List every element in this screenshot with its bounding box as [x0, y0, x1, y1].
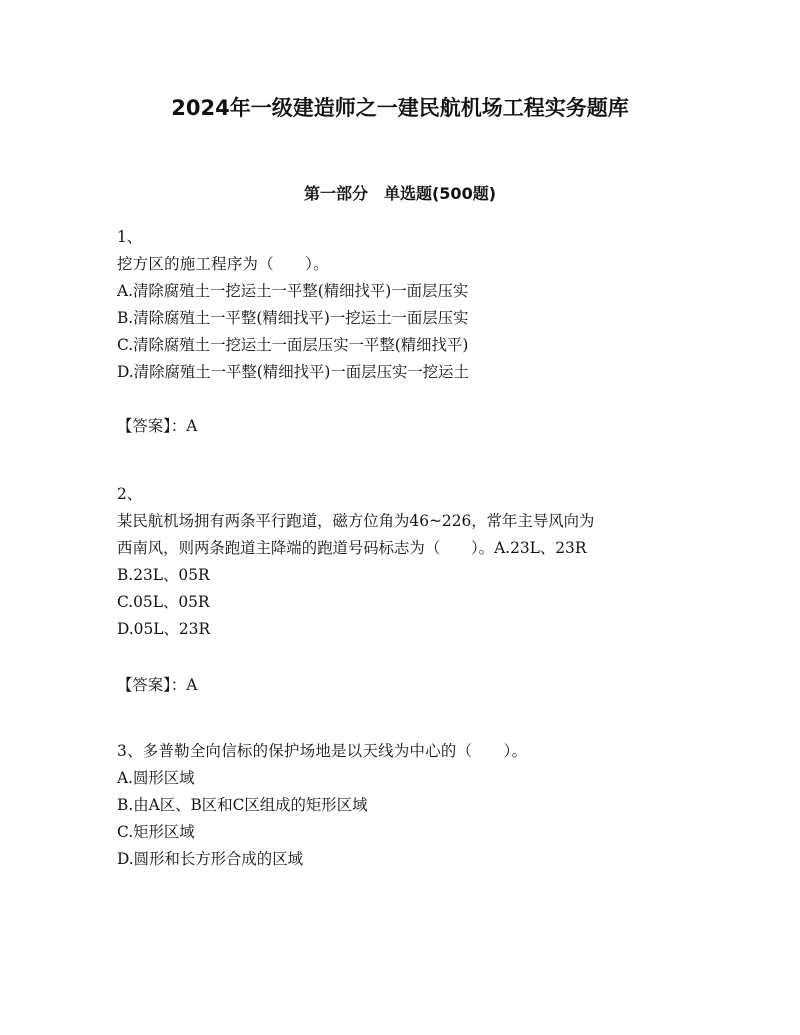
question-number: 2、 — [117, 485, 143, 503]
option-c: C.05L、05R — [117, 593, 210, 611]
option-b: B.由A区、B区和C区组成的矩形区域 — [117, 796, 368, 814]
question-stem: 挖方区的施工程序为（ ）。 — [117, 255, 329, 273]
option-c: C.矩形区域 — [117, 823, 195, 841]
option-d: D.05L、23R — [117, 620, 211, 638]
option-d: D.清除腐殖土一平整(精细找平)一面层压实一挖运土 — [117, 363, 469, 381]
question-stem-line-2: 西南风，则两条跑道主降端的跑道号码标志为（ ）。A.23L、23R — [117, 539, 587, 557]
option-d: D.圆形和长方形合成的区域 — [117, 850, 303, 868]
option-b: B.清除腐殖土一平整(精细找平)一挖运土一面层压实 — [117, 309, 469, 327]
question-stem-line-1: 某民航机场拥有两条平行跑道，磁方位角为46~226，常年主导风向为 — [117, 512, 595, 530]
question-number: 1、 — [117, 228, 143, 246]
option-a: A.圆形区域 — [117, 769, 195, 787]
section-heading: 第一部分 单选题(500题) — [303, 184, 497, 203]
answer-label: 【答案】：A — [117, 417, 198, 435]
document-title: 2024年一级建造师之一建民航机场工程实务题库 — [171, 96, 629, 120]
option-b: B.23L、05R — [117, 566, 210, 584]
option-c: C.清除腐殖土一挖运土一面层压实一平整(精细找平) — [117, 336, 469, 354]
question-stem: 3、多普勒全向信标的保护场地是以天线为中心的（ ）。 — [117, 742, 528, 760]
answer-label: 【答案】：A — [117, 676, 198, 694]
option-a: A.清除腐殖土一挖运土一平整(精细找平)一面层压实 — [117, 282, 469, 300]
